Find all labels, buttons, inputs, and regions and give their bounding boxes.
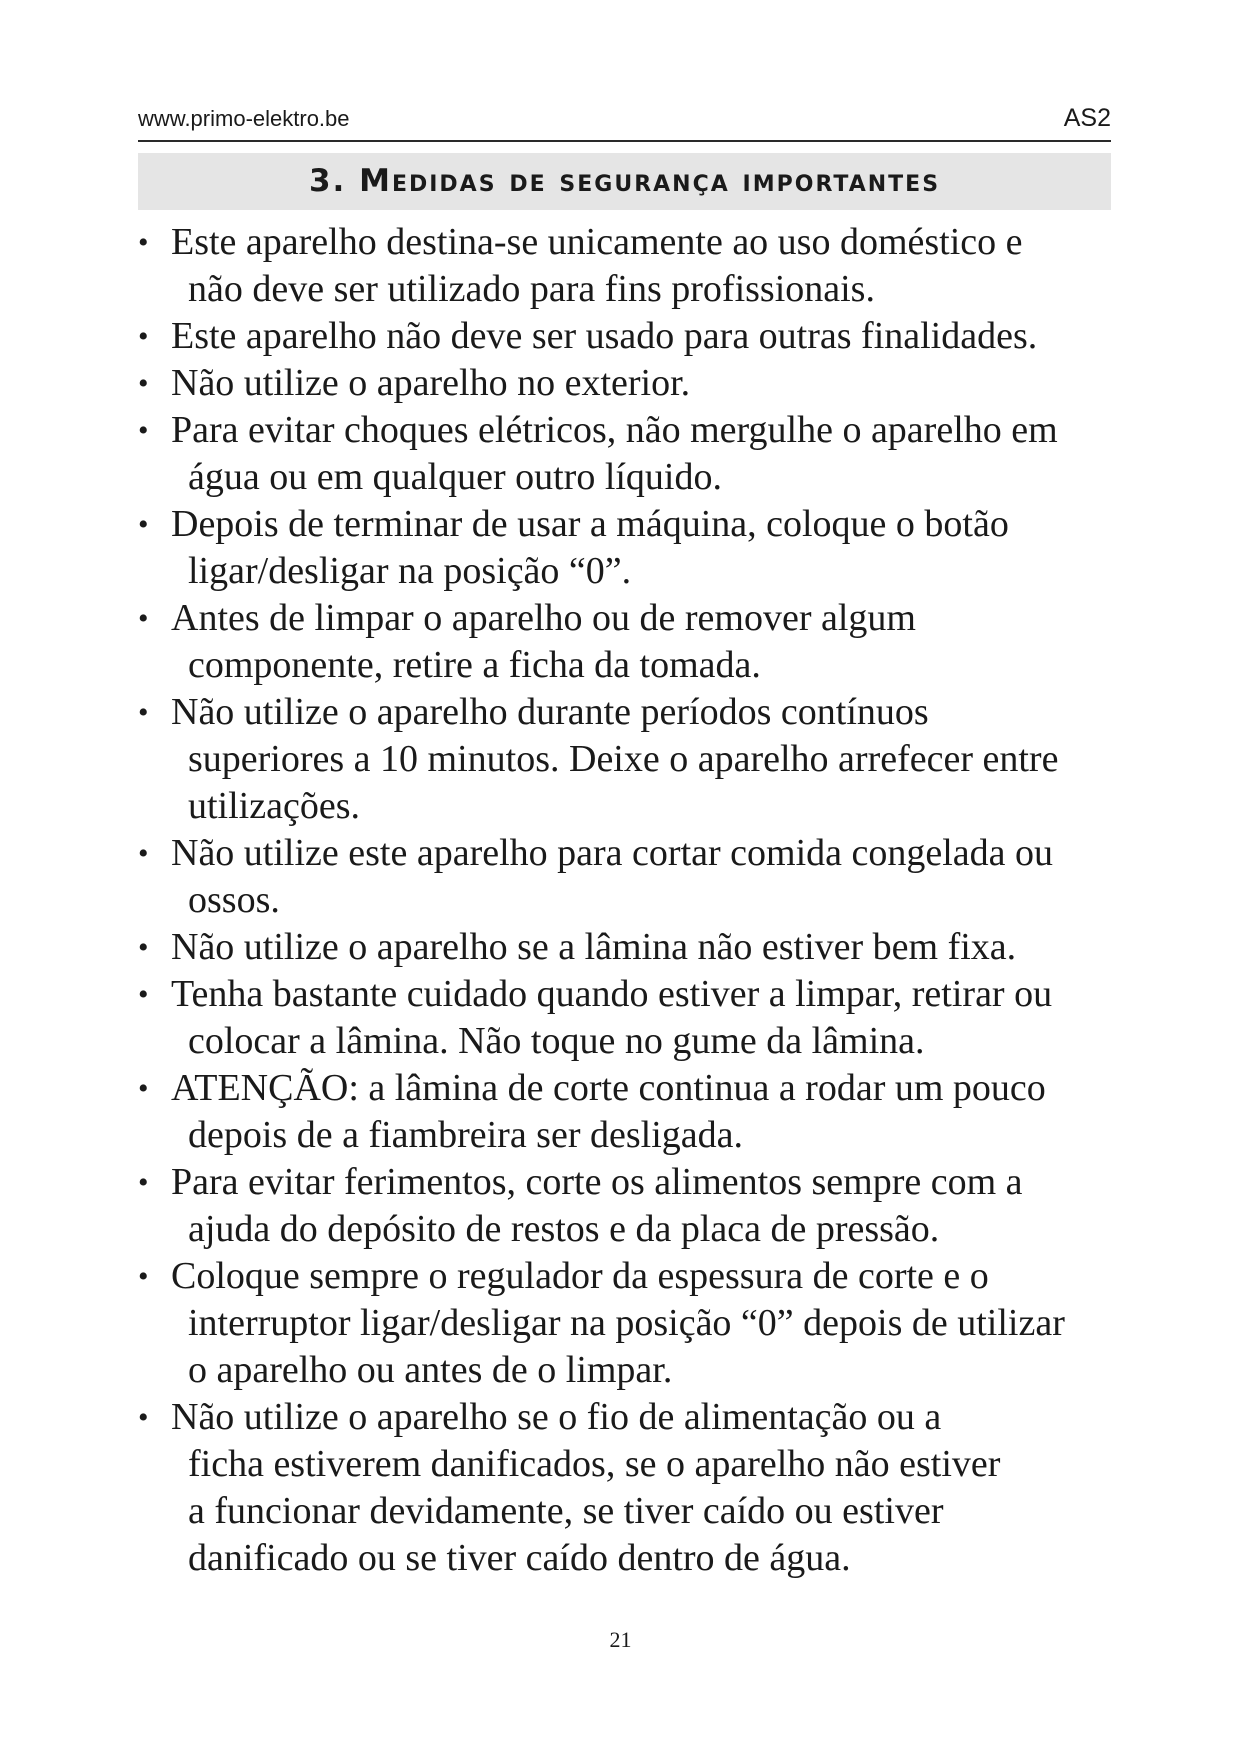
list-item-line: Não utilize o aparelho no exterior. xyxy=(171,362,691,404)
list-item xyxy=(138,689,1128,830)
section-title: 3. Medidas de segurança importantes xyxy=(138,153,1111,210)
list-item-line: a funcionar devidamente, se tiver caído ou estiver xyxy=(188,1490,944,1532)
bullet-icon: • xyxy=(138,1260,149,1293)
safety-list xyxy=(138,219,1128,1582)
page-number: 21 xyxy=(609,1627,632,1652)
list-item-line: danificado ou se tiver caído dentro de água. xyxy=(188,1537,851,1579)
bullet-icon: • xyxy=(138,978,149,1011)
list-item-line: superiores a 10 minutos. Deixe o aparelho arrefecer entre xyxy=(188,738,1059,780)
list-item-line: ligar/desligar na posição “0”. xyxy=(188,550,632,592)
list-item-line: Antes de limpar o aparelho ou de remover algum xyxy=(171,597,916,639)
bullet-icon: • xyxy=(138,837,149,870)
bullet-icon: • xyxy=(138,1166,149,1199)
list-item xyxy=(138,924,1128,971)
list-item-line: Tenha bastante cuidado quando estiver a limpar, retirar ou xyxy=(171,973,1053,1015)
list-item-line: Não utilize o aparelho durante períodos contínuos xyxy=(171,691,929,733)
list-item xyxy=(138,407,1128,501)
list-item-line: Não utilize este aparelho para cortar comida congelada ou xyxy=(171,832,1054,874)
model-code: AS2 xyxy=(1063,104,1111,132)
bullet-icon: • xyxy=(138,1401,149,1434)
list-item-line: não deve ser utilizado para fins profissionais. xyxy=(188,268,875,310)
bullet-icon: • xyxy=(138,320,149,353)
bullet-icon: • xyxy=(138,931,149,964)
list-item-line: o aparelho ou antes de o limpar. xyxy=(188,1349,673,1391)
list-item xyxy=(138,1159,1128,1253)
bullet-icon: • xyxy=(138,414,149,447)
bullet-icon: • xyxy=(138,1072,149,1105)
bullet-icon: • xyxy=(138,602,149,635)
list-item-line: Coloque sempre o regulador da espessura de corte e o xyxy=(171,1255,989,1297)
list-item-line: ATENÇÃO: a lâmina de corte continua a rodar um pouco xyxy=(171,1067,1046,1109)
list-item xyxy=(138,313,1128,360)
page-header xyxy=(138,104,1111,142)
bullet-icon: • xyxy=(138,508,149,541)
list-item xyxy=(138,595,1128,689)
list-item-line: Para evitar ferimentos, corte os alimentos sempre com a xyxy=(171,1161,1023,1203)
list-item-line: interruptor ligar/desligar na posição “0” depois de utilizar xyxy=(188,1302,1065,1344)
list-item-line: Este aparelho não deve ser usado para outras finalidades. xyxy=(171,315,1038,357)
list-item-line: água ou em qualquer outro líquido. xyxy=(188,456,722,498)
list-item xyxy=(138,360,1128,407)
list-item xyxy=(138,501,1128,595)
list-item-line: componente, retire a ficha da tomada. xyxy=(188,644,761,686)
list-item-line: Para evitar choques elétricos, não mergulhe o aparelho em xyxy=(171,409,1058,451)
list-item xyxy=(138,971,1128,1065)
list-item-line: Este aparelho destina-se unicamente ao uso doméstico e xyxy=(171,221,1023,263)
bullet-icon: • xyxy=(138,226,149,259)
list-item xyxy=(138,1253,1128,1394)
list-item-line: ficha estiverem danificados, se o aparelho não estiver xyxy=(188,1443,1001,1485)
website-url: www.primo-elektro.be xyxy=(138,106,350,131)
list-item xyxy=(138,1065,1128,1159)
list-item-line: Depois de terminar de usar a máquina, coloque o botão xyxy=(171,503,1009,545)
list-item-line: utilizações. xyxy=(188,785,360,827)
list-item xyxy=(138,219,1128,313)
bullet-icon: • xyxy=(138,696,149,729)
list-item-line: Não utilize o aparelho se o fio de alimentação ou a xyxy=(171,1396,942,1438)
list-item-line: colocar a lâmina. Não toque no gume da lâmina. xyxy=(188,1020,925,1062)
list-item-line: Não utilize o aparelho se a lâmina não estiver bem fixa. xyxy=(171,926,1017,968)
list-item-line: ossos. xyxy=(188,879,280,921)
bullet-icon: • xyxy=(138,367,149,400)
list-item xyxy=(138,1394,1128,1582)
list-item xyxy=(138,830,1128,924)
list-item-line: ajuda do depósito de restos e da placa de pressão. xyxy=(188,1208,940,1250)
list-item-line: depois de a fiambreira ser desligada. xyxy=(188,1114,743,1156)
